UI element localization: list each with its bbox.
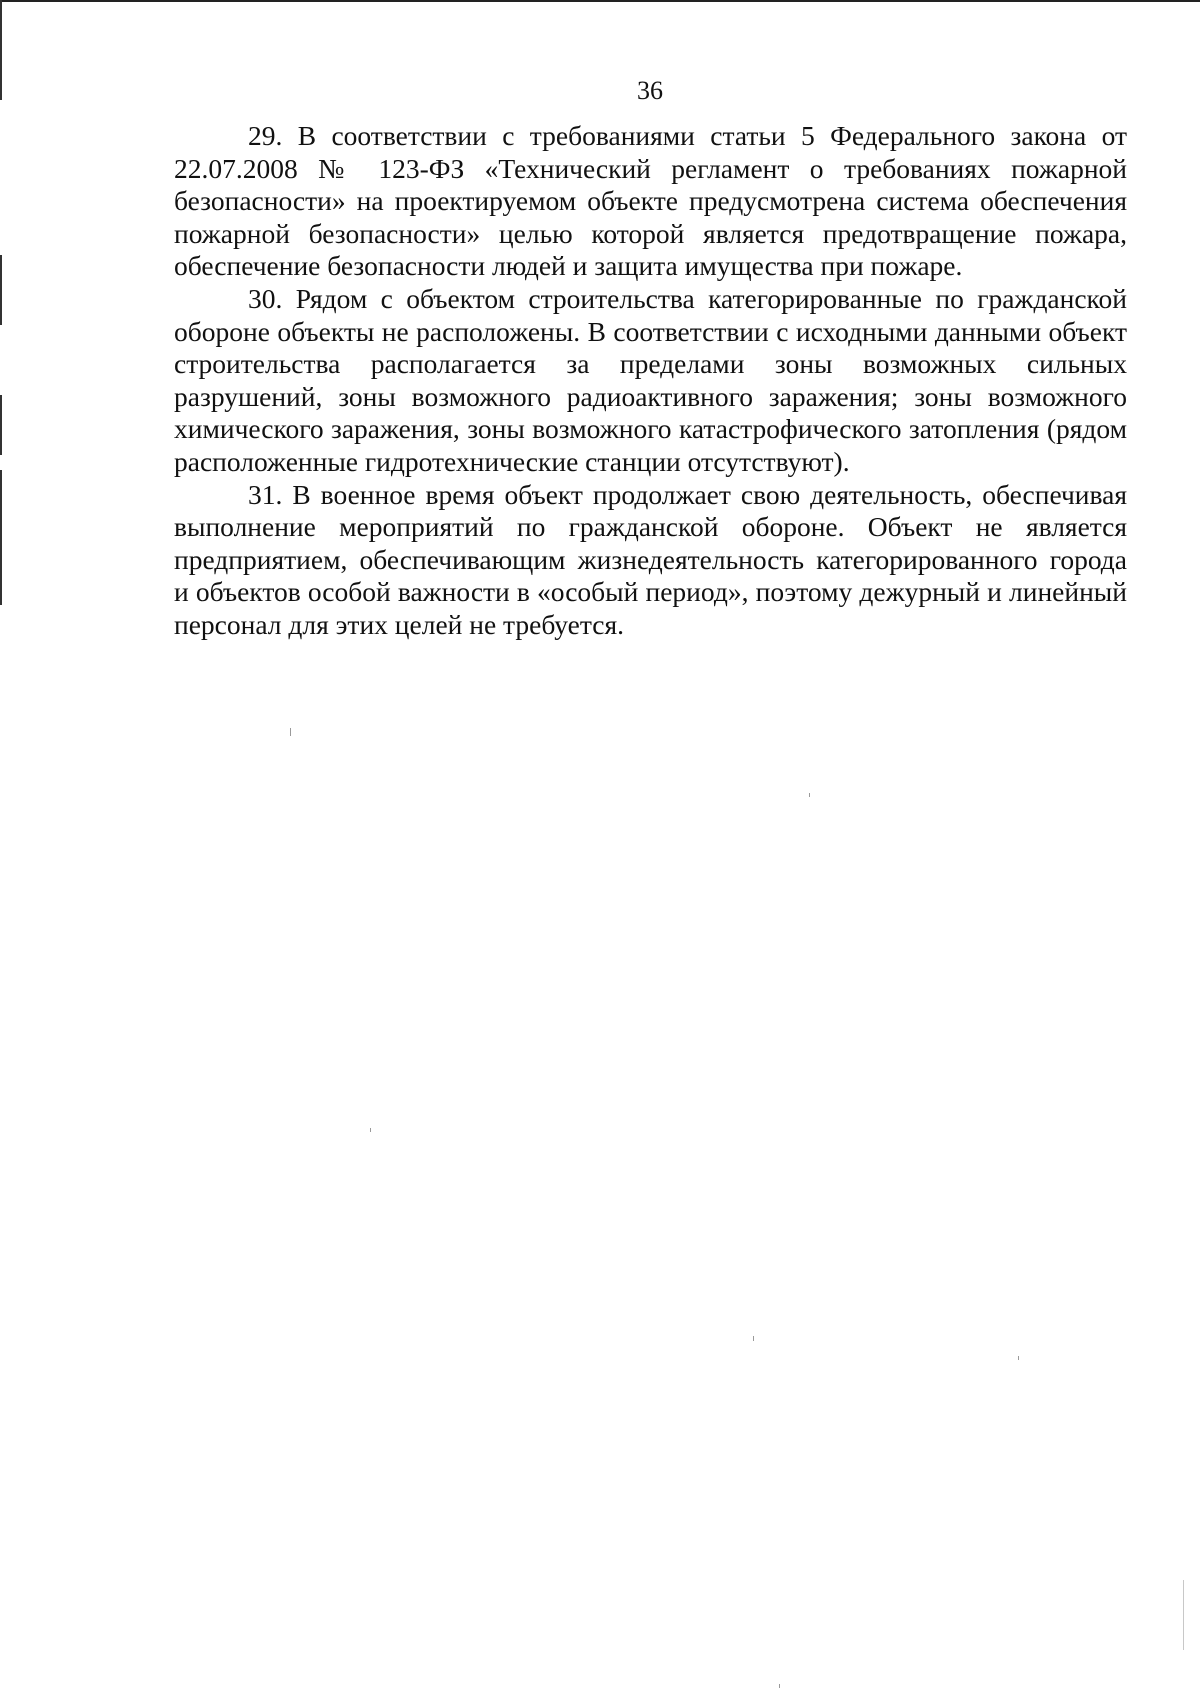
paragraph-31: 31. В военное время объект продолжает свою деятельность, обеспечивая выполнение мероприятий по гражданской обороне. Объект не является предприятием, обеспечивающим жизнедеятельность категорированного города и объектов особой важности в «особый период», поэтому дежурный и линейный персонал для этих целей не требуется.: [174, 478, 1127, 640]
scan-edge-mark: [0, 255, 2, 325]
page-number: 36: [637, 76, 663, 105]
scan-speck: [753, 1336, 754, 1341]
scan-edge-mark: [1183, 1580, 1184, 1650]
scan-edge-mark: [0, 470, 2, 605]
scan-speck: [1018, 1356, 1019, 1360]
scan-speck: [809, 793, 810, 797]
scan-speck: [290, 728, 291, 736]
scan-border-line: [0, 0, 1200, 2]
scan-edge-mark: [0, 395, 2, 455]
paragraph-30: 30. Рядом с объектом строительства категорированные по гражданской обороне объекты не расположены. В соответствии с исходными данными объект строительства располагается за пределами зоны возможных сильных разрушений, зоны возможного радиоактивного заражения; зоны возможного химического заражения, зоны возможного катастрофического затопления (рядом расположенные гидротехнические станции отсутствуют).: [174, 282, 1127, 477]
scan-speck: [779, 1684, 780, 1688]
paragraph-29: 29. В соответствии с требованиями статьи 5 Федерального закона от 22.07.2008 № 123-ФЗ «Технический регламент о требованиях пожарной безопасности» на проектируемом объекте предусмотрена система обеспечения пожарной безопасности» целью которой является предотвращение пожара, обеспечение безопасности людей и защита имущества при пожаре.: [174, 120, 1127, 282]
document-body: [174, 120, 1127, 642]
scan-speck: [370, 1128, 371, 1132]
